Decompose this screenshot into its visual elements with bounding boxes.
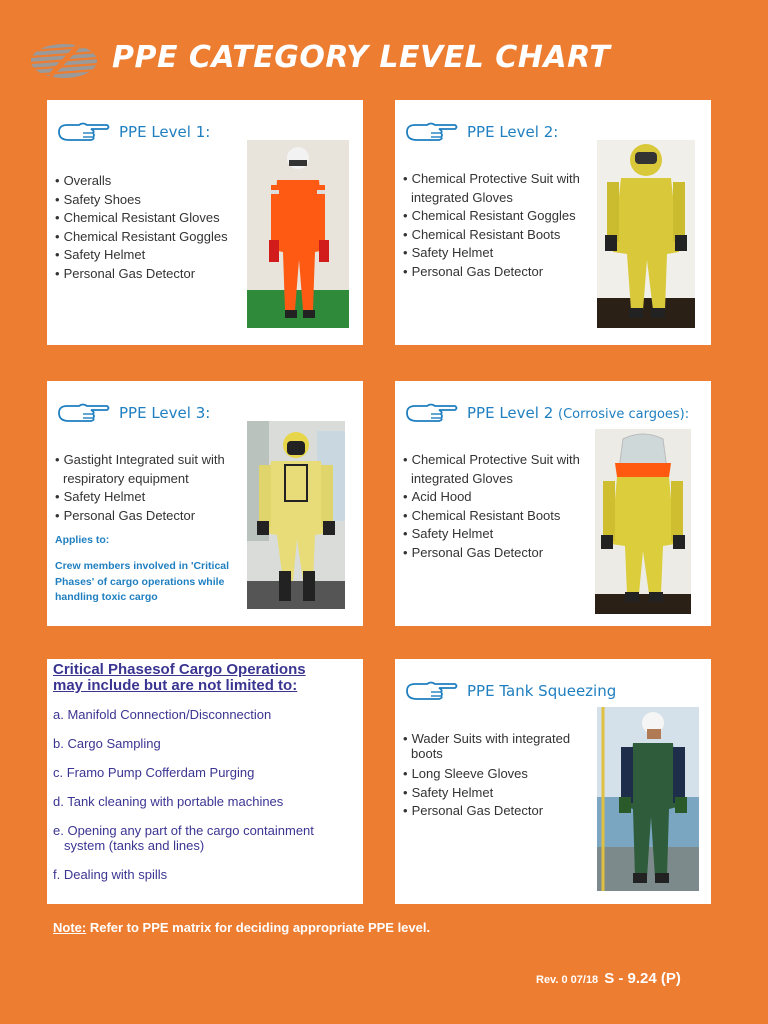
card-title: PPE Tank Squeezing (467, 682, 617, 700)
list-item: • Safety Shoes (55, 191, 141, 207)
ppe-level-2-photo (597, 140, 695, 328)
list-item: • Chemical Resistant Boots (403, 507, 561, 523)
company-logo (30, 42, 98, 80)
card-ppe-level-2 (395, 100, 711, 345)
list-item: e. Opening any part of the cargo containment system (tanks and lines) (53, 823, 314, 853)
list-item: • Acid Hood (403, 489, 472, 504)
revision-date: Rev. 0 07/18 (536, 974, 599, 986)
list-item: • Safety Helmet (55, 489, 146, 504)
pointing-hand-icon (57, 401, 111, 425)
list-item: • Personal Gas Detector (403, 544, 544, 560)
ppe-tank-squeezing-photo (597, 707, 699, 891)
ppe-item-list (55, 451, 225, 525)
list-item: a. Manifold Connection/Disconnection (53, 707, 272, 722)
card-header (405, 679, 616, 703)
list-item: • Chemical Protective Suit with integrated Gloves (403, 452, 580, 486)
ppe-item-list (403, 451, 580, 562)
applies-to-label: Applies to: (55, 534, 110, 546)
card-ppe-tank-squeezing (395, 659, 711, 904)
card-header (57, 401, 210, 425)
list-item: • Chemical Resistant Boots (403, 226, 561, 242)
pointing-hand-icon (405, 401, 459, 425)
ppe-level-3-photo (247, 421, 345, 609)
list-item: • Personal Gas Detector (55, 507, 196, 523)
card-title: PPE Level 2 (Corrosive cargoes): (467, 404, 690, 422)
card-title-sub: (Corrosive cargoes): (558, 407, 690, 422)
list-item: • Overalls (55, 173, 112, 188)
ppe-item-list (403, 170, 580, 281)
card-ppe-level-3 (47, 381, 363, 626)
applies-to-text: Crew members involved in 'Critical Phases' of cargo operations while handling toxic cargo (55, 560, 230, 603)
card-title: PPE Level 1: (119, 123, 211, 141)
card-header (57, 120, 210, 144)
critical-phases-list (53, 707, 314, 896)
list-item: • Safety Helmet (403, 245, 494, 260)
list-item: • Gastight Integrated suit with respiratory equipment (55, 452, 225, 486)
ppe-level-2-corrosive-photo (595, 429, 691, 614)
card-title: PPE Level 3: (119, 404, 211, 422)
card-title: PPE Level 2: (467, 123, 559, 141)
card-header (405, 401, 689, 425)
card-ppe-level-1 (47, 100, 363, 345)
card-header (405, 120, 558, 144)
note-label: Note: (53, 920, 87, 935)
list-item: • Chemical Protective Suit with integrated Gloves (403, 171, 580, 205)
critical-phases-title: Critical Phasesof Cargo Operations may include but are not limited to: (53, 661, 306, 694)
list-item: • Safety Helmet (403, 526, 494, 541)
list-item: • Personal Gas Detector (403, 803, 544, 818)
list-item: f. Dealing with spills (53, 867, 168, 882)
list-item: • Chemical Resistant Gloves (55, 210, 220, 225)
list-item: • Chemical Resistant Goggles (55, 228, 228, 244)
list-item: b. Cargo Sampling (53, 736, 161, 751)
revision-info (536, 970, 681, 988)
pointing-hand-icon (405, 120, 459, 144)
ppe-level-1-photo (247, 140, 349, 328)
pointing-hand-icon (57, 120, 111, 144)
list-item: • Long Sleeve Gloves (403, 766, 528, 781)
list-item: d. Tank cleaning with portable machines (53, 794, 284, 809)
card-ppe-level-2-corrosive (395, 381, 711, 626)
ppe-item-list (55, 172, 228, 283)
list-item: • Personal Gas Detector (403, 263, 544, 279)
list-item: • Wader Suits with integrated boots (403, 731, 571, 761)
list-item: • Safety Helmet (55, 247, 146, 262)
card-critical-phases (47, 659, 363, 904)
document-code: S - 9.24 (P) (604, 970, 681, 987)
note-text: Note: Refer to PPE matrix for deciding appropriate PPE level. (53, 920, 431, 935)
list-item: • Safety Helmet (403, 784, 494, 800)
page-title: PPE CATEGORY LEVEL CHART (112, 40, 611, 75)
pointing-hand-icon (405, 679, 459, 703)
list-item: • Personal Gas Detector (55, 265, 196, 281)
list-item: c. Framo Pump Cofferdam Purging (53, 765, 255, 780)
list-item: • Chemical Resistant Goggles (403, 208, 576, 223)
ppe-item-list (403, 731, 570, 821)
